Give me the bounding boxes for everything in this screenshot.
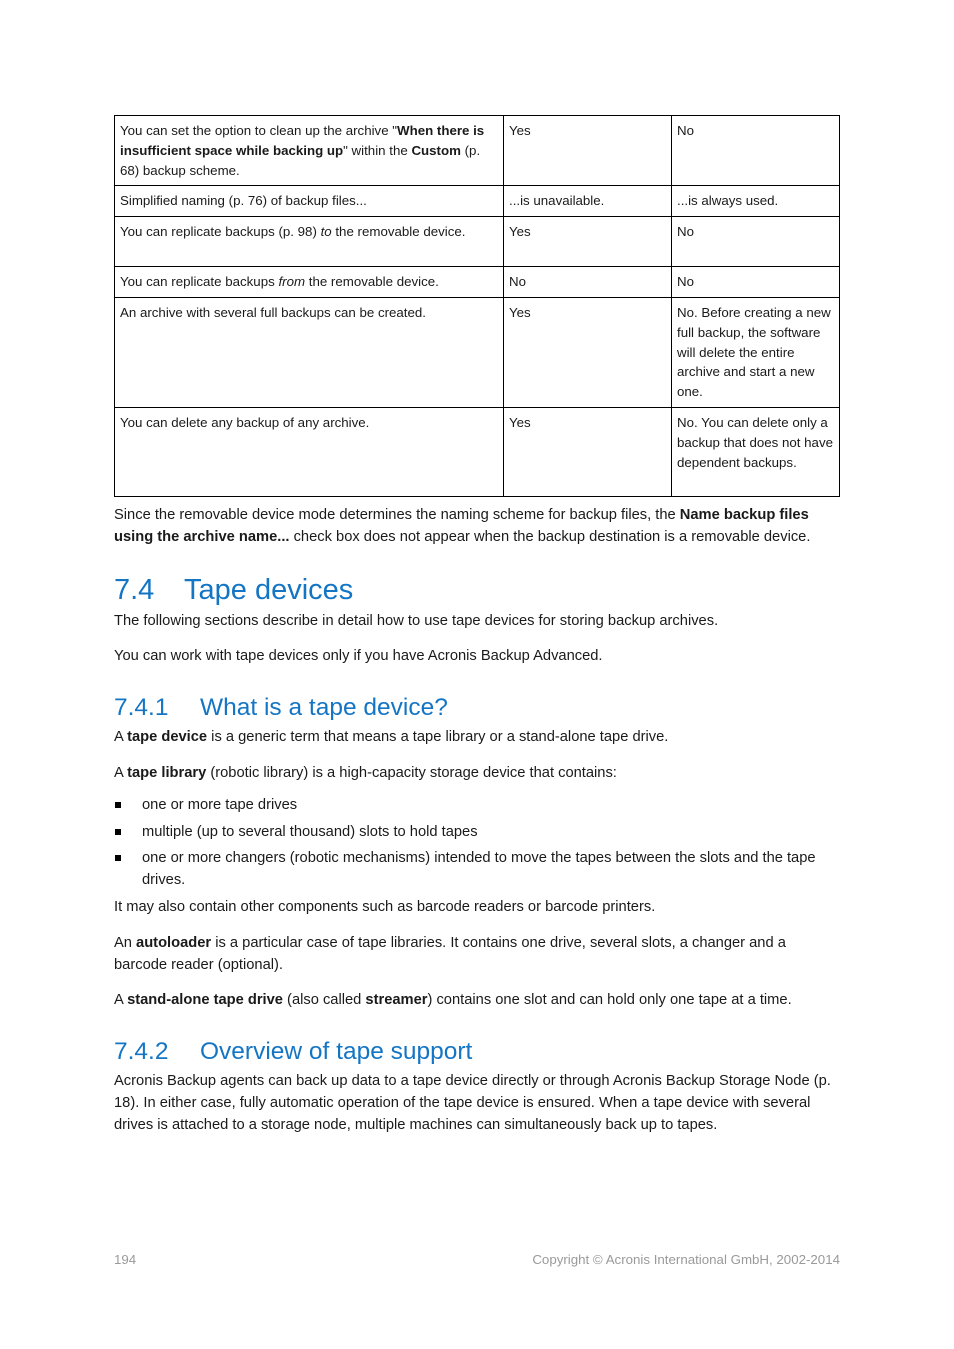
table-cell-removable-mode: No [672, 217, 840, 267]
bullet-list [114, 795, 839, 892]
table-cell-normal-mode: Yes [504, 297, 672, 407]
list-item: one or more tape drives [114, 795, 839, 817]
table-row [115, 217, 840, 267]
paragraph: It may also contain other components such as barcode readers or barcode printers. [114, 898, 656, 915]
paragraph: An autoloader is a particular case of tape libraries. It contains one drive, several slots, a changer and a barcode reader (optional). [114, 934, 786, 973]
table-cell-removable-mode: ...is always used. [672, 186, 840, 217]
table-cell-feature: You can replicate backups from the removable device. [115, 267, 504, 298]
page-footer [114, 1252, 840, 1267]
section-heading-7-4-1 [114, 693, 839, 723]
paragraph: You can work with tape devices only if you have Acronis Backup Advanced. [114, 648, 603, 665]
document-page [114, 115, 839, 1137]
paragraph: A tape library (robotic library) is a high-capacity storage device that contains: [114, 764, 617, 781]
section-title: What is a tape device? [200, 694, 448, 722]
section-heading-7-4 [114, 573, 839, 607]
table-cell-removable-mode: No. Before creating a new full backup, the software will delete the entire archive and start a new one. [672, 297, 840, 407]
table-cell-feature: You can set the option to clean up the archive "When there is insufficient space while backing up" within the Custom (p. 68) backup scheme. [115, 116, 504, 186]
table-cell-normal-mode: Yes [504, 116, 672, 186]
paragraph: The following sections describe in detail how to use tape devices for storing backup archives. [114, 612, 719, 629]
table-cell-removable-mode: No. You can delete only a backup that does not have dependent backups. [672, 407, 840, 496]
table-row [115, 407, 840, 496]
bullet-square-icon [115, 829, 121, 835]
paragraph: A tape device is a generic term that means a tape library or a stand-alone tape drive. [114, 729, 669, 746]
page-number: 194 [114, 1252, 137, 1267]
list-item: multiple (up to several thousand) slots to hold tapes [114, 822, 839, 844]
table-row [115, 267, 840, 298]
table-row [115, 186, 840, 217]
table-cell-removable-mode: No [672, 267, 840, 298]
section-title: Tape devices [184, 573, 354, 606]
section-number: 7.4.2 [114, 1038, 169, 1066]
table-cell-feature: An archive with several full backups can be created. [115, 297, 504, 407]
table-row [115, 297, 840, 407]
table-cell-feature: You can delete any backup of any archive. [115, 407, 504, 496]
table-cell-feature: You can replicate backups (p. 98) to the removable device. [115, 217, 504, 267]
bullet-square-icon [115, 855, 121, 861]
section-number: 7.4.1 [114, 694, 169, 722]
table-cell-removable-mode: No [672, 116, 840, 186]
copyright-notice: Copyright © Acronis International GmbH, 2002-2014 [532, 1252, 840, 1267]
table-row [115, 116, 840, 186]
table-cell-normal-mode: No [504, 267, 672, 298]
section-title: Overview of tape support [200, 1038, 473, 1066]
table-cell-feature: Simplified naming (p. 76) of backup files... [115, 186, 504, 217]
comparison-table [114, 115, 840, 497]
section-number: 7.4 [114, 573, 155, 606]
table-cell-normal-mode: ...is unavailable. [504, 186, 672, 217]
table-note-paragraph: Since the removable device mode determines the naming scheme for backup files, the Name backup files using the archive name... check box does not appear when the backup destination is a removable device. [114, 506, 811, 545]
bullet-square-icon [115, 802, 121, 808]
paragraph: Acronis Backup agents can back up data to a tape device directly or through Acronis Backup Storage Node (p. 18). In either case, fully automatic operation of the tape device is ensured. When a tape device with several drives is attached to a storage node, multiple machines can simultaneously back up to tapes. [114, 1073, 831, 1133]
section-heading-7-4-2 [114, 1037, 839, 1067]
list-item: one or more changers (robotic mechanisms) intended to move the tapes between the slots and the tape drives. [114, 848, 839, 892]
table-cell-normal-mode: Yes [504, 217, 672, 267]
paragraph: A stand-alone tape drive (also called streamer) contains one slot and can hold only one tape at a time. [114, 992, 792, 1009]
table-cell-normal-mode: Yes [504, 407, 672, 496]
